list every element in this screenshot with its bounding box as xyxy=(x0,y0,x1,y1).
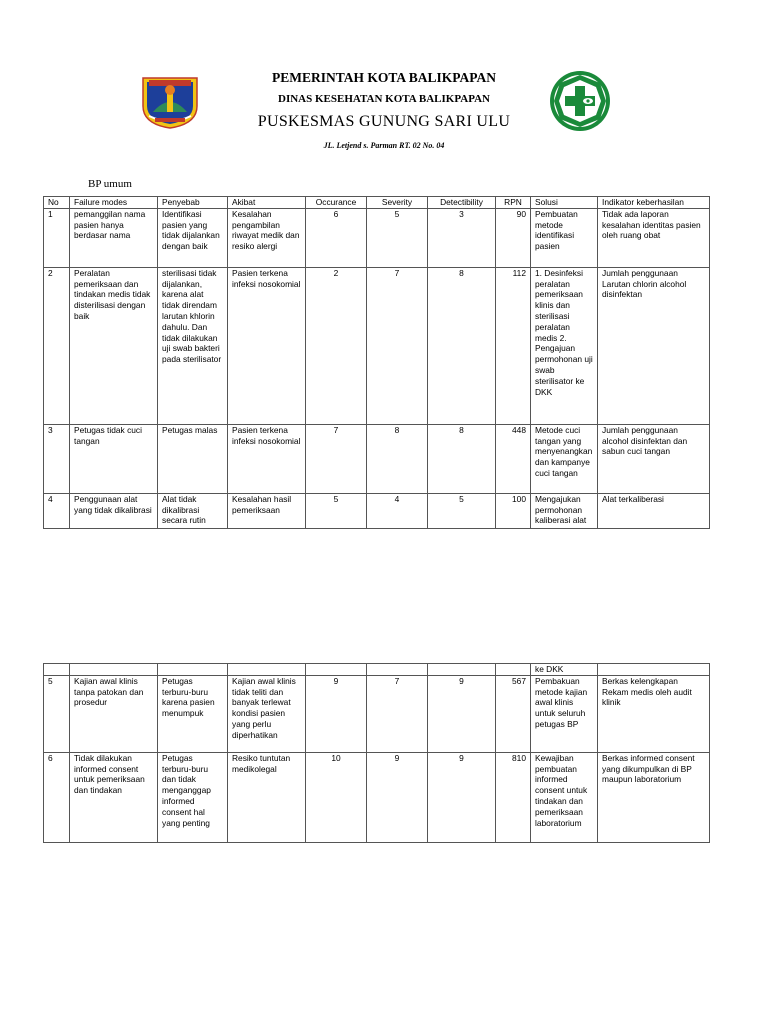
table-row xyxy=(44,208,710,267)
cell-failure: Tidak dilakukan informed consent untuk pemeriksaan dan tindakan xyxy=(70,752,158,842)
table-row xyxy=(44,752,710,842)
cell-rpn: 567 xyxy=(496,675,531,752)
cell-penyebab: Petugas malas xyxy=(158,424,228,493)
cell-penyebab: Alat tidak dikalibrasi secara rutin xyxy=(158,493,228,528)
cell-detectibility: 5 xyxy=(428,493,496,528)
continuation-row xyxy=(44,664,710,676)
cell-no: 4 xyxy=(44,493,70,528)
cell-severity: 9 xyxy=(367,752,428,842)
header-cell: Akibat xyxy=(228,197,306,209)
table-row xyxy=(44,493,710,528)
cell-detectibility: 9 xyxy=(428,752,496,842)
cell-failure: Penggunaan alat yang tidak dikalibrasi xyxy=(70,493,158,528)
cell-detectibility: 3 xyxy=(428,208,496,267)
cell-occurance: 5 xyxy=(306,493,367,528)
cell-akibat: Kajian awal klinis tidak teliti dan banyak terlewat kondisi pasien yang perlu diperhatikan xyxy=(228,675,306,752)
header-cell: Penyebab xyxy=(158,197,228,209)
cell-no: 6 xyxy=(44,752,70,842)
cell-severity: 7 xyxy=(367,675,428,752)
cell-indikator: Berkas informed consent yang dikumpulkan di BP maupun laboratorium xyxy=(598,752,710,842)
cell-detectibility: 8 xyxy=(428,424,496,493)
header-cell: No xyxy=(44,197,70,209)
cell-rpn: 100 xyxy=(496,493,531,528)
cell-akibat: Pasien terkena infeksi nosokomial xyxy=(228,424,306,493)
table-row xyxy=(44,424,710,493)
cell-severity: 7 xyxy=(367,267,428,424)
cell-indikator: Berkas kelengkapan Rekam medis oleh audit klinik xyxy=(598,675,710,752)
cell-indikator: Tidak ada laporan kesalahan identitas pasien oleh ruang obat xyxy=(598,208,710,267)
cell-no: 2 xyxy=(44,267,70,424)
header-cell: Occurance xyxy=(306,197,367,209)
cell-indikator: Jumlah penggunaan Larutan chlorin alcohol disinfektan xyxy=(598,267,710,424)
cell-rpn: 448 xyxy=(496,424,531,493)
header-cell: Detectibility xyxy=(428,197,496,209)
cell-solusi: Mengajukan permohonan kaliberasi alat xyxy=(531,493,598,528)
cell-penyebab: sterilisasi tidak dijalankan, karena alat tidak direndam larutan khlorin dahulu. Dan tidak dilakukan uji swab bakteri pada sterilisator xyxy=(158,267,228,424)
cell-solusi: Metode cuci tangan yang menyenangkan dan kampanye cuci tangan xyxy=(531,424,598,493)
table-row xyxy=(44,267,710,424)
header-cell: Failure modes xyxy=(70,197,158,209)
cell-failure: Petugas tidak cuci tangan xyxy=(70,424,158,493)
cell-indikator: Jumlah penggunaan alcohol disinfektan dan sabun cuci tangan xyxy=(598,424,710,493)
table-header-row xyxy=(44,197,710,209)
cell-akibat: Kesalahan hasil pemeriksaan xyxy=(228,493,306,528)
cell-akibat: Pasien terkena infeksi nosokomial xyxy=(228,267,306,424)
cell-solusi: 1. Desinfeksi peralatan pemeriksaan klinis dan sterilisasi peralatan medis 2. Pengajuan permohonan uji swab sterilisator ke DKK xyxy=(531,267,598,424)
cell-akibat: Resiko tuntutan medikolegal xyxy=(228,752,306,842)
cell-akibat: Kesalahan pengambilan riwayat medik dan resiko alergi xyxy=(228,208,306,267)
fmea-table-page-1 xyxy=(43,196,710,529)
cell-indikator: Alat terkaliberasi xyxy=(598,493,710,528)
cell-rpn: 90 xyxy=(496,208,531,267)
cell-occurance: 9 xyxy=(306,675,367,752)
cell-no: 1 xyxy=(44,208,70,267)
header-cell: RPN xyxy=(496,197,531,209)
header-cell: Solusi xyxy=(531,197,598,209)
cell-no: 3 xyxy=(44,424,70,493)
cell-occurance: 2 xyxy=(306,267,367,424)
header-address: JL. Letjend s. Parman RT. 02 No. 04 xyxy=(323,141,445,150)
cell-solusi: Kewajiban pembuatan informed consent untuk tindakan dan pemeriksaan laboratorium xyxy=(531,752,598,842)
cell-detectibility: 9 xyxy=(428,675,496,752)
header-cell: Severity xyxy=(367,197,428,209)
cell-occurance: 10 xyxy=(306,752,367,842)
cell-detectibility: 8 xyxy=(428,267,496,424)
header-line-3: PUSKESMAS GUNUNG SARI ULU xyxy=(257,113,511,130)
cell-severity: 4 xyxy=(367,493,428,528)
cell-severity: 5 xyxy=(367,208,428,267)
section-title: BP umum xyxy=(88,178,132,190)
header-cell: Indikator keberhasilan xyxy=(598,197,710,209)
cell-rpn: 810 xyxy=(496,752,531,842)
cell-solusi: Pembuatan metode identifikasi pasien xyxy=(531,208,598,267)
cell-no: 5 xyxy=(44,675,70,752)
cell-occurance: 7 xyxy=(306,424,367,493)
cell-failure: pemanggilan nama pasien hanya berdasar nama xyxy=(70,208,158,267)
cell-severity: 8 xyxy=(367,424,428,493)
cell-penyebab: Identifikasi pasien yang tidak dijalankan dengan baik xyxy=(158,208,228,267)
cell-failure: Peralatan pemeriksaan dan tindakan medis tidak disterilisasi dengan baik xyxy=(70,267,158,424)
cell-solusi: Pembakuan metode kajian awal klinis untuk seluruh petugas BP xyxy=(531,675,598,752)
header-line-2: DINAS KESEHATAN KOTA BALIKPAPAN xyxy=(278,93,490,105)
header-line-1: PEMERINTAH KOTA BALIKPAPAN xyxy=(271,70,496,85)
cell-penyebab: Petugas terburu-buru dan tidak menganggap informed consent hal yang penting xyxy=(158,752,228,842)
cell-occurance: 6 xyxy=(306,208,367,267)
cell-rpn: 112 xyxy=(496,267,531,424)
cell-failure: Kajian awal klinis tanpa patokan dan prosedur xyxy=(70,675,158,752)
continuation-cell: ke DKK xyxy=(531,664,598,676)
table-row xyxy=(44,675,710,752)
cell-penyebab: Petugas terburu-buru karena pasien menumpuk xyxy=(158,675,228,752)
fmea-table-page-2 xyxy=(43,663,710,843)
